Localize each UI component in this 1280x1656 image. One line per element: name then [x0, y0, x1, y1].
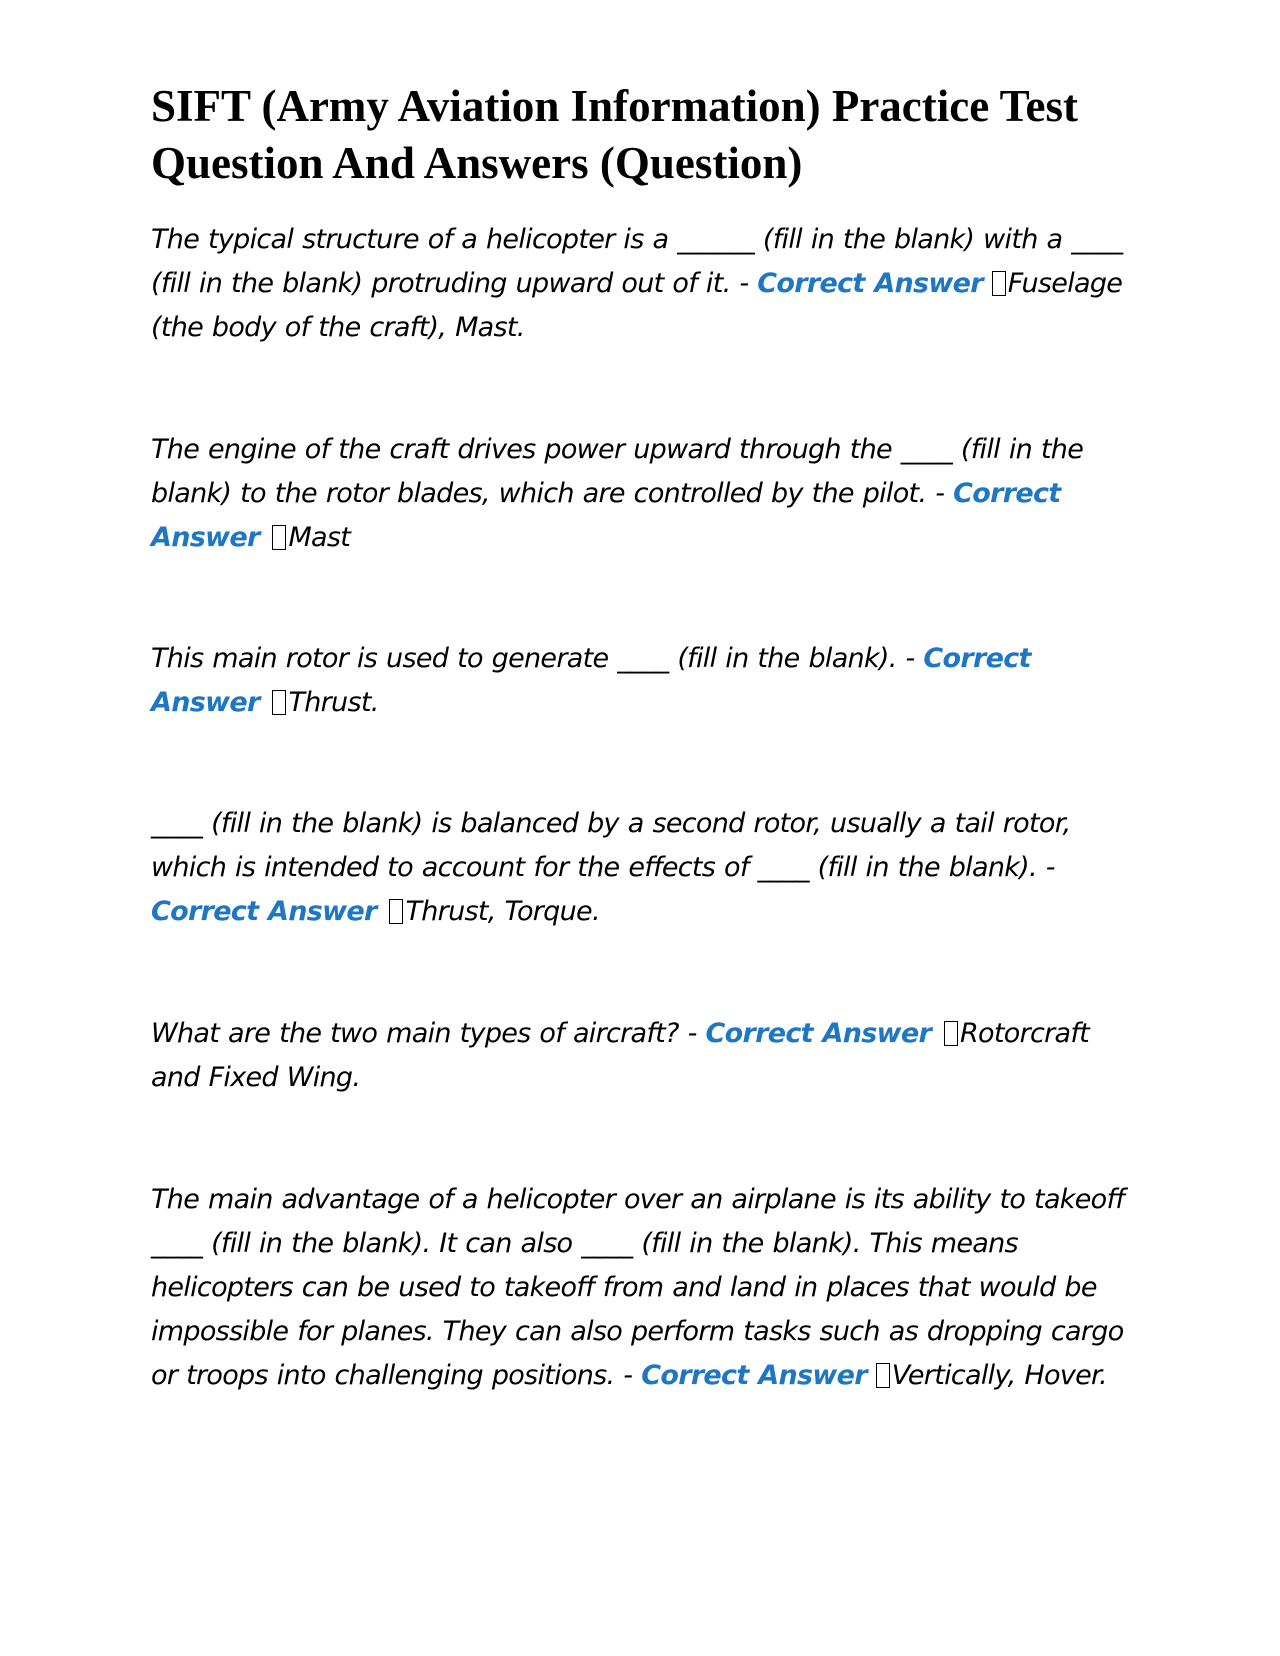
- question-text: ____ (fill in the blank) is balanced by a second rotor, usually a tail rotor, which is intended to account for the effects of ____ (fill in the blank). -: [151, 808, 1071, 883]
- correct-answer-label: Correct Answer: [151, 896, 377, 927]
- question-text: What are the two main types of aircraft? -: [151, 1018, 697, 1049]
- qa-item-3: [151, 637, 1136, 725]
- qa-item-4: [151, 802, 1136, 934]
- answer-text: Mast: [288, 522, 351, 553]
- correct-answer-label: Correct Answer: [641, 1360, 867, 1391]
- missing-glyph-icon: [944, 1021, 958, 1046]
- correct-answer-label: Correct Answer: [757, 268, 983, 299]
- qa-item-5: [151, 1012, 1136, 1100]
- question-text: The typical structure of a helicopter is a ______ (fill in the blank) with a ____ (fill in the blank) protruding upward out of it. -: [151, 224, 1123, 299]
- answer-text: Rotorcraft and Fixed Wing.: [151, 1018, 1090, 1093]
- missing-glyph-icon: [876, 1363, 890, 1388]
- page-title: SIFT (Army Aviation Information) Practice Test Question And Answers (Question): [151, 81, 1079, 188]
- answer-text: Fuselage (the body of the craft), Mast.: [151, 268, 1123, 343]
- qa-item-1: [151, 218, 1136, 350]
- question-text: This main rotor is used to generate ____ (fill in the blank). -: [151, 643, 915, 674]
- correct-answer-label: Correct Answer: [151, 478, 1061, 553]
- answer-text: Thrust.: [288, 687, 379, 718]
- question-text: The main advantage of a helicopter over an airplane is its ability to takeoff ____ (fill in the blank). It can also ____ (fill in the blank). This means helicopters can be used to takeoff from and land in places that would be impossible for planes. They can also perform tasks such as dropping cargo or troops into challenging positions. -: [151, 1184, 1125, 1391]
- missing-glyph-icon: [272, 690, 286, 715]
- correct-answer-label: Correct Answer: [705, 1018, 932, 1049]
- qa-item-2: [151, 428, 1136, 560]
- missing-glyph-icon: [992, 271, 1006, 296]
- qa-item-6: [151, 1178, 1136, 1398]
- answer-text: Vertically, Hover.: [891, 1360, 1107, 1391]
- missing-glyph-icon: [272, 525, 286, 550]
- answer-text: Thrust, Torque.: [405, 896, 600, 927]
- correct-answer-label: Correct Answer: [151, 643, 1031, 718]
- missing-glyph-icon: [389, 899, 403, 924]
- question-text: The engine of the craft drives power upward through the ____ (fill in the blank) to the rotor blades, which are controlled by the pilot. -: [151, 434, 1084, 509]
